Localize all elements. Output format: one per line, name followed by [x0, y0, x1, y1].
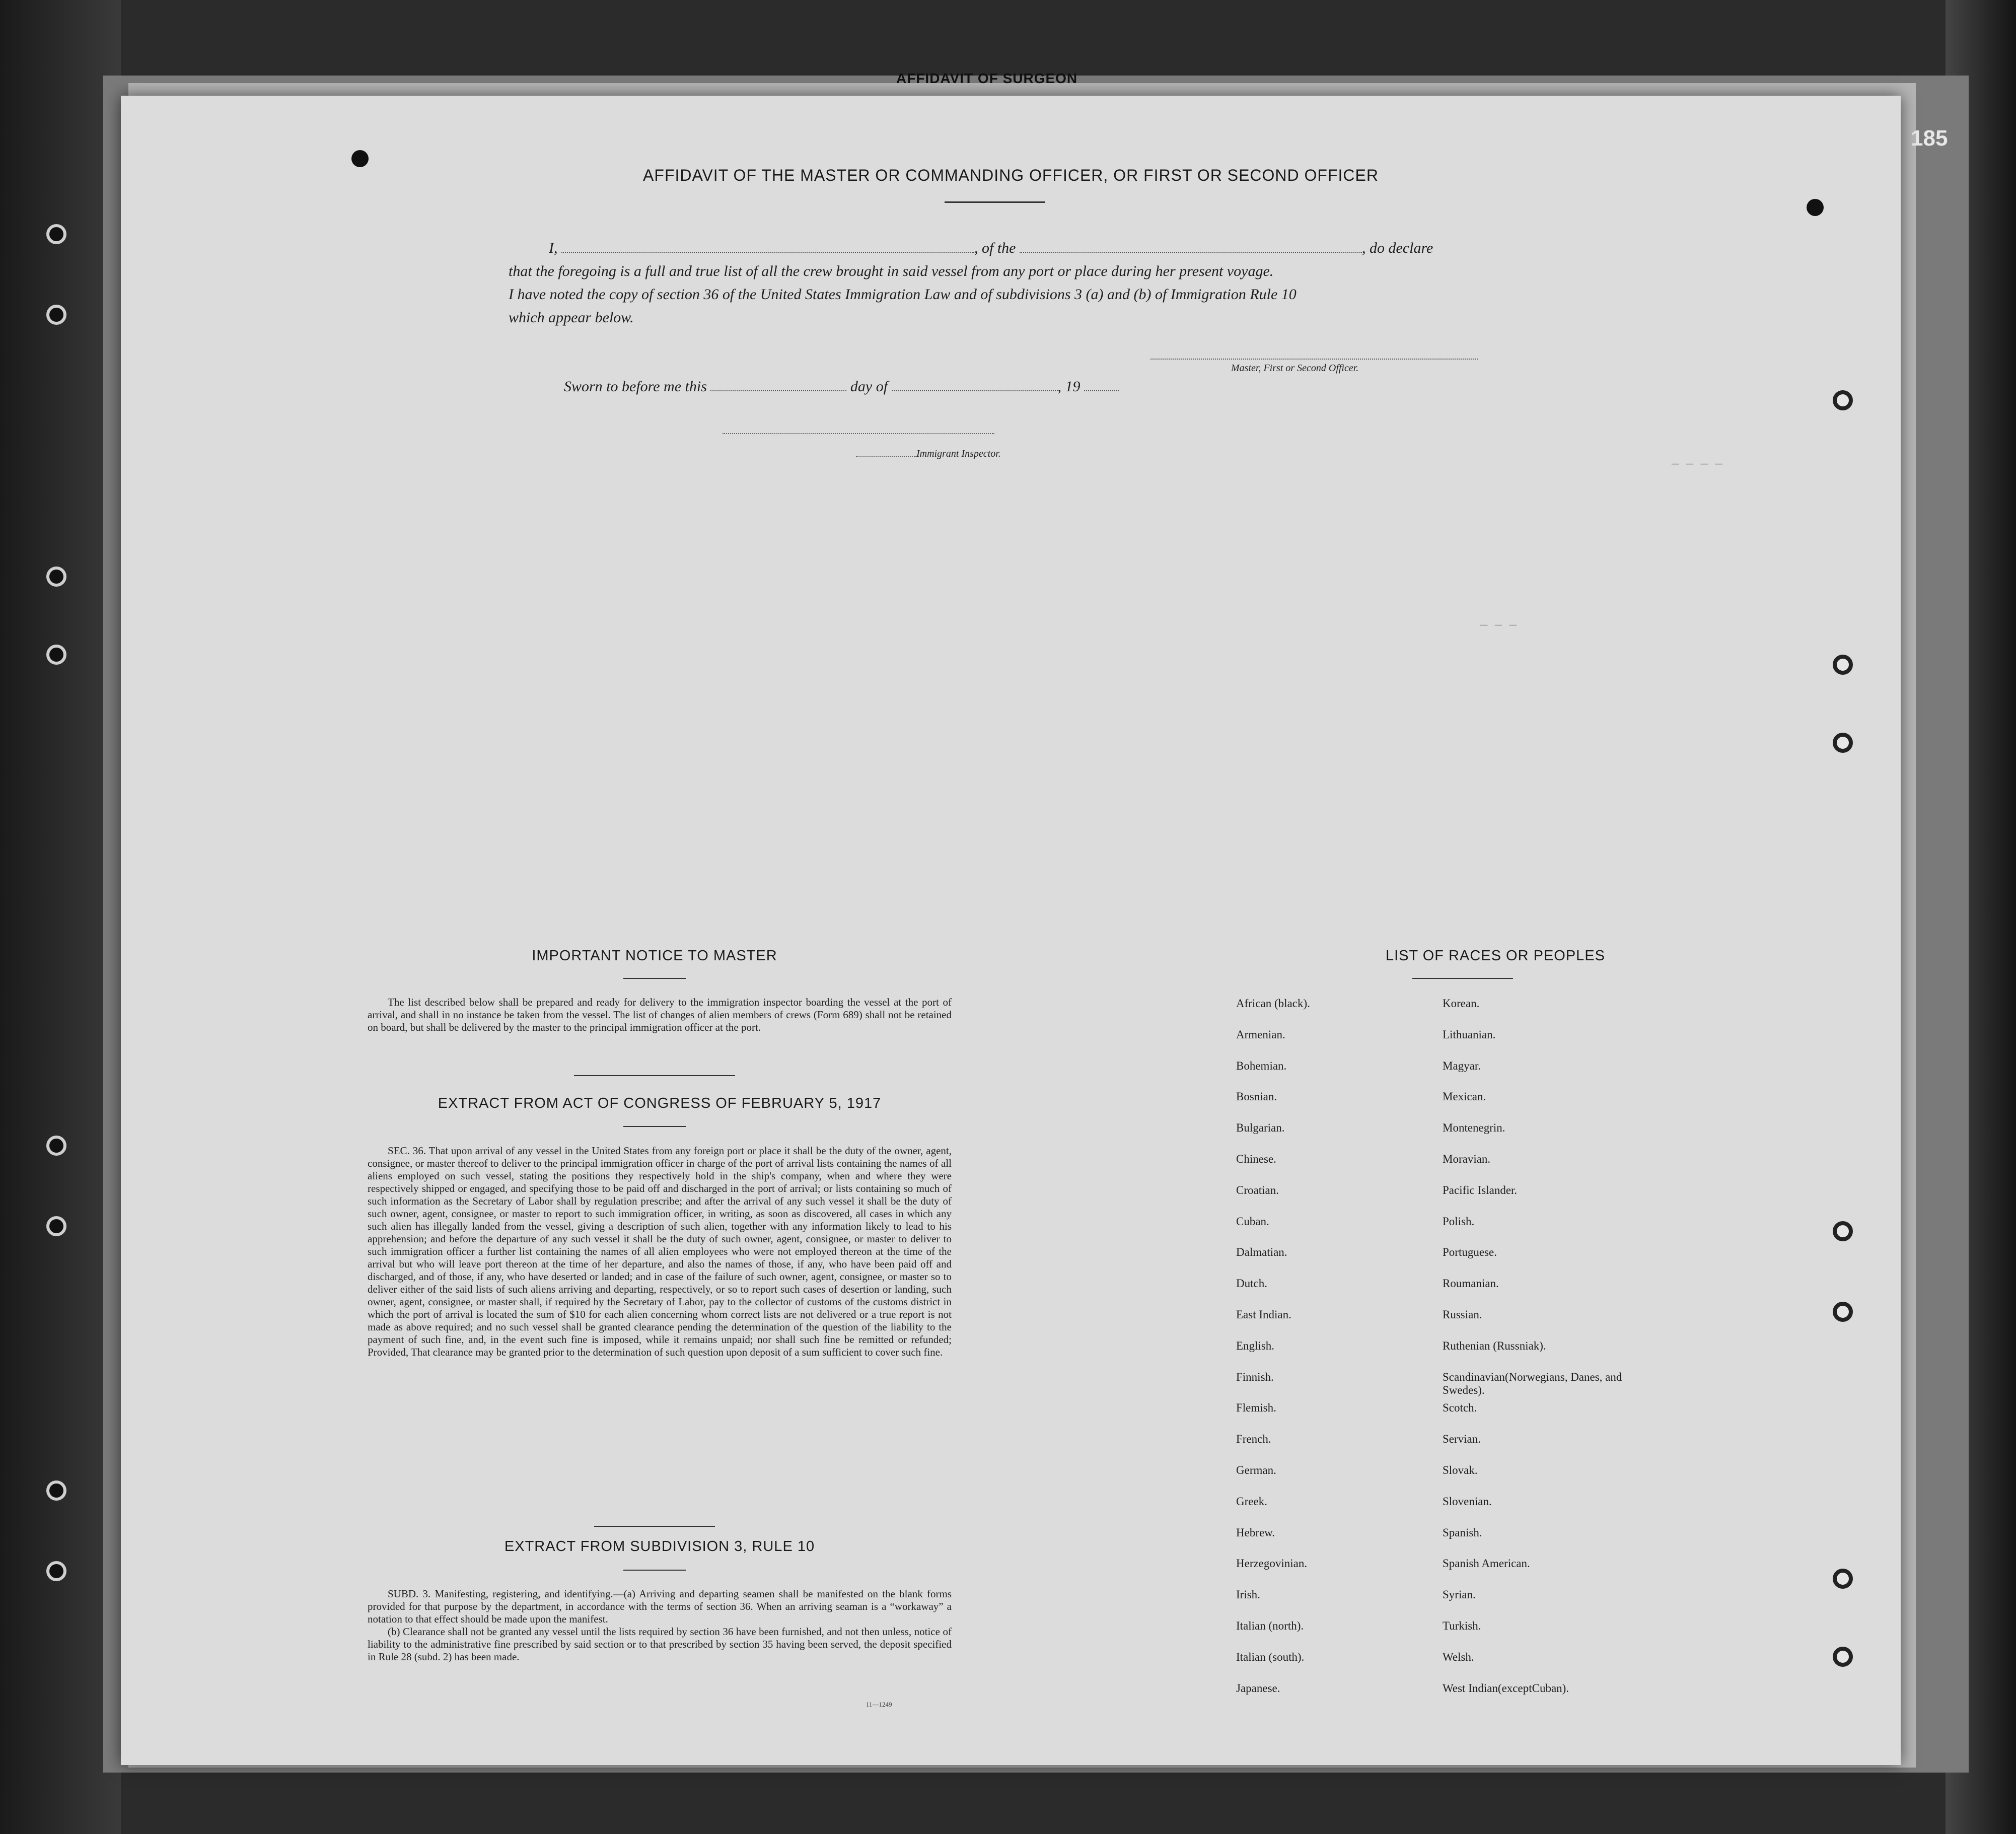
- rule-title: EXTRACT FROM SUBDIVISION 3, RULE 10: [504, 1538, 815, 1555]
- punch-hole-icon: [1833, 390, 1853, 410]
- inspector-caption: Immigrant Inspector.: [916, 448, 1001, 459]
- act-text: [368, 1145, 952, 1359]
- race-item: Portuguese.: [1443, 1246, 1497, 1258]
- race-item: Bosnian.: [1236, 1090, 1277, 1103]
- form-number: 11—1249: [866, 1701, 892, 1708]
- name-field[interactable]: [561, 252, 974, 253]
- race-item: East Indian.: [1236, 1308, 1291, 1321]
- officer-signature-line[interactable]: [1150, 359, 1478, 360]
- race-item: Korean.: [1443, 997, 1480, 1010]
- race-item: Welsh.: [1443, 1651, 1474, 1663]
- rule-paragraph-b: (b) Clearance shall not be granted any vessel until the lists required by section 36 have been furnished, and not then unless, notice of liability to the administrative fine prescribed by said section or to that prescribed by section 35 having been served, the deposit specified in Rule 28 (subd. 2) has been made.: [368, 1626, 952, 1663]
- race-item: Polish.: [1443, 1215, 1475, 1228]
- affidavit-title: AFFIDAVIT OF THE MASTER OR COMMANDING OFFICER, OR FIRST OR SECOND OFFICER: [643, 166, 1379, 184]
- tab-header: AFFIDAVIT OF SURGEON: [896, 70, 1078, 86]
- punch-hole-icon: [1833, 655, 1853, 675]
- affidavit-i: I,: [549, 240, 558, 256]
- sworn-label: Sworn to before me this: [564, 378, 707, 395]
- race-item: Irish.: [1236, 1588, 1260, 1601]
- sworn-day-field[interactable]: [710, 390, 846, 391]
- title-underline: [945, 201, 1045, 203]
- race-item: Armenian.: [1236, 1028, 1285, 1041]
- races-title: LIST OF RACES OR PEOPLES: [1385, 948, 1606, 964]
- race-item: Japanese.: [1236, 1682, 1280, 1695]
- race-item: Spanish American.: [1443, 1557, 1530, 1570]
- officer-signature-caption: Master, First or Second Officer.: [1231, 363, 1359, 374]
- race-item: Scandinavian(Norwegians, Danes, and Swedes).: [1443, 1371, 1622, 1396]
- punch-hole-icon: [46, 567, 66, 587]
- race-item: Herzegovinian.: [1236, 1557, 1308, 1570]
- race-item: Slovenian.: [1443, 1495, 1492, 1508]
- race-item: African (black).: [1236, 997, 1310, 1010]
- sworn-year-field[interactable]: [1084, 390, 1119, 391]
- punch-hole-icon: [1833, 1569, 1853, 1589]
- punch-dot-icon: [351, 150, 369, 167]
- race-item: Scotch.: [1443, 1401, 1477, 1414]
- race-item: Mexican.: [1443, 1090, 1486, 1103]
- race-item: Dalmatian.: [1236, 1246, 1287, 1258]
- race-item: Dutch.: [1236, 1277, 1267, 1290]
- race-item: Ruthenian (Russniak).: [1443, 1339, 1546, 1352]
- inspector-dotted-lead: [856, 456, 916, 457]
- vessel-field[interactable]: [1020, 252, 1362, 253]
- rule-divider: [594, 1526, 715, 1527]
- race-item: Magyar.: [1443, 1060, 1481, 1072]
- race-item: Bulgarian.: [1236, 1121, 1285, 1134]
- race-item: Flemish.: [1236, 1401, 1276, 1414]
- races-underline: [1412, 978, 1513, 979]
- race-item: Italian (south).: [1236, 1651, 1305, 1663]
- race-item: Moravian.: [1443, 1153, 1491, 1165]
- punch-hole-icon: [46, 1136, 66, 1156]
- affidavit-line4: which appear below.: [509, 309, 634, 326]
- page-number: 185: [1911, 126, 1948, 151]
- act-title: EXTRACT FROM ACT OF CONGRESS OF FEBRUARY 5, 1917: [438, 1095, 882, 1111]
- punch-hole-icon: [46, 224, 66, 244]
- punch-hole-icon: [46, 1480, 66, 1501]
- race-item: Croatian.: [1236, 1184, 1279, 1196]
- affidavit-line2: that the foregoing is a full and true list of all the crew brought in said vessel from any port or place during her present voyage.: [509, 263, 1274, 279]
- race-item: Greek.: [1236, 1495, 1267, 1508]
- race-item: German.: [1236, 1464, 1276, 1476]
- scan-border-left: [0, 0, 121, 1834]
- punch-hole-icon: [46, 1216, 66, 1236]
- race-item: Syrian.: [1443, 1588, 1476, 1601]
- act-paragraph: SEC. 36. That upon arrival of any vessel in the United States from any foreign port or place it shall be the duty of the owner, agent, consignee, or master thereof to deliver to the principal immigration officer in charge of the port of arrival lists containing the names of all aliens employed on such vessel, stating the positions they respectively hold in the ship's company, when and where they were respectively shipped or engaged, and specifying those to be paid off and discharged in the port of arrival; or lists containing so much of such information as the Secretary of Labor shall by regulation prescribe; and after the arrival of any such vessel it shall be the duty of such owner, agent, consignee, or master to report to such immigration officer, in writing, as soon as discovered, all cases in which any such alien has illegally landed from the vessel, giving a description of such alien, together with any information likely to lead to his apprehension; and before the departure of any such vessel it shall be the duty of such owner, agent, consignee, or master to deliver to such immigration officer a further list containing the names of all alien employees who were not employed thereon at the time of the arrival but who will leave port thereon at the time of her departure, and also the names of those, if any, who have been paid off and discharged, and of those, if any, who have deserted or landed; and in case of the failure of such owner, agent, consignee, or master so to deliver either of the said lists of such aliens arriving and departing, respectively, or so to report such cases of desertion or landing, such owner, agent, consignee, or master shall, if required by the Secretary of Labor, pay to the collector of customs of the customs district in which the port of arrival is located the sum of $10 for each alien concerning whom correct lists are not delivered or a true report is not made as above required; and no such vessel shall be granted clearance pending the determination of the question of the liability to the payment of such fine, and, in the event such fine is imposed, while it remains unpaid; nor shall such fine be remitted or refunded; Provided, That clearance may be granted prior to the determination of such question upon deposit of a sum sufficient to cover such fine.: [368, 1145, 952, 1358]
- race-item: Hebrew.: [1236, 1526, 1275, 1539]
- punch-hole-icon: [1833, 733, 1853, 753]
- sworn-month-field[interactable]: [892, 390, 1058, 391]
- affidavit-line3: I have noted the copy of section 36 of the United States Immigration Law and of subdivisions 3 (a) and (b) of Immigration Rule 10: [509, 286, 1297, 303]
- affidavit-paragraph: [509, 237, 1616, 329]
- punch-hole-icon: [1833, 1302, 1853, 1322]
- race-item: Chinese.: [1236, 1153, 1276, 1165]
- inspector-signature-line[interactable]: [723, 433, 994, 434]
- race-item: Pacific Islander.: [1443, 1184, 1518, 1196]
- bleed-through-marks: ─ ─ ─ ─: [1672, 458, 1722, 472]
- race-item: Russian.: [1443, 1308, 1482, 1321]
- race-item: Bohemian.: [1236, 1060, 1287, 1072]
- punch-dot-icon: [1807, 199, 1824, 216]
- rule-paragraph-a: SUBD. 3. Manifesting, registering, and identifying.—(a) Arriving and departing seamen shall be manifested on the blank forms provided for that purpose by the department, in accordance with the terms of section 36. When an arriving seaman is a “workaway” a notation to that effect should be made upon the manifest.: [368, 1588, 952, 1625]
- notice-text: [368, 996, 952, 1034]
- race-item: Finnish.: [1236, 1371, 1274, 1383]
- race-item: Turkish.: [1443, 1619, 1481, 1632]
- notice-underline: [623, 978, 686, 979]
- bleed-through-marks: ─ ─ ─: [1480, 619, 1517, 633]
- race-item: Italian (north).: [1236, 1619, 1304, 1632]
- race-item: Slovak.: [1443, 1464, 1478, 1476]
- punch-hole-icon: [46, 1561, 66, 1581]
- race-item: West Indian(exceptCuban).: [1443, 1682, 1569, 1695]
- day-of-label: day of: [850, 378, 888, 395]
- act-underline: [623, 1126, 686, 1127]
- rule-text: [368, 1588, 952, 1663]
- punch-hole-icon: [46, 645, 66, 665]
- race-item: Spanish.: [1443, 1526, 1482, 1539]
- race-item: English.: [1236, 1339, 1275, 1352]
- do-declare-label: , do declare: [1362, 240, 1433, 256]
- of-the-label: , of the: [974, 240, 1016, 256]
- punch-hole-icon: [1833, 1647, 1853, 1667]
- race-item: Roumanian.: [1443, 1277, 1499, 1290]
- race-item: French.: [1236, 1433, 1271, 1445]
- race-item: Servian.: [1443, 1433, 1481, 1445]
- punch-hole-icon: [46, 305, 66, 325]
- rule-underline: [623, 1570, 686, 1571]
- year-prefix-label: , 19: [1057, 378, 1081, 395]
- race-item: Lithuanian.: [1443, 1028, 1496, 1041]
- sworn-line: [564, 375, 1319, 398]
- notice-divider: [574, 1075, 735, 1076]
- notice-title: IMPORTANT NOTICE TO MASTER: [532, 948, 777, 964]
- punch-hole-icon: [1833, 1221, 1853, 1241]
- document-page: [121, 96, 1901, 1765]
- notice-paragraph: The list described below shall be prepared and ready for delivery to the immigration inspector boarding the vessel at the port of arrival, and shall in no instance be taken from the vessel. The list of changes of alien members of crews (Form 689) shall not be retained on board, but shall be delivered by the master to the principal immigration officer at the port.: [368, 996, 952, 1033]
- race-item: Cuban.: [1236, 1215, 1269, 1228]
- race-item: Montenegrin.: [1443, 1121, 1505, 1134]
